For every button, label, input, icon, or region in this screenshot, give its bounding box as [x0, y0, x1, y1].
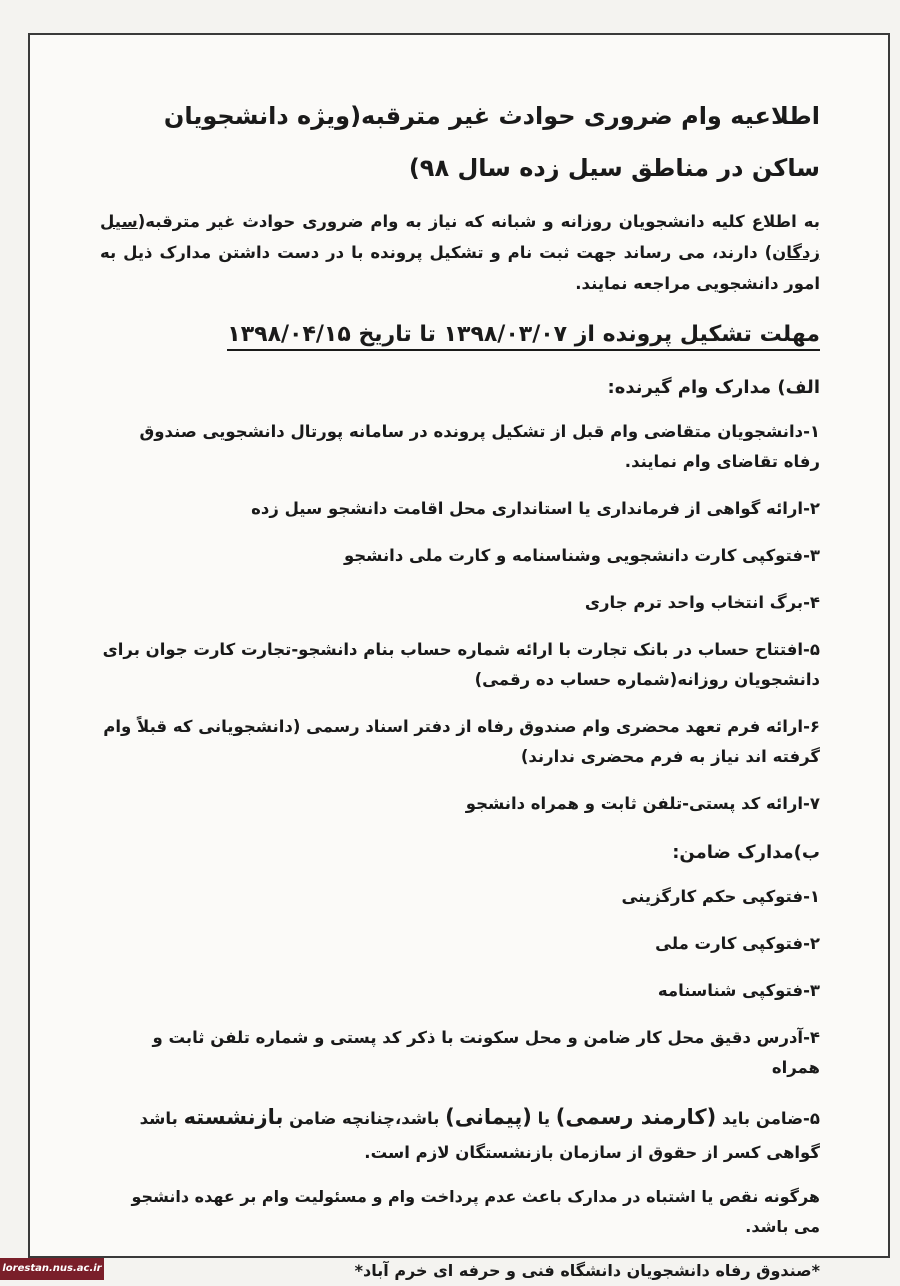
section-a-heading: الف) مدارک وام گیرنده:	[607, 377, 820, 398]
section-a-item-7: ۷-ارائه کد پستی-تلفن ثابت و همراه دانشجو	[465, 794, 820, 813]
footer-signature: *صندوق رفاه دانشجویان دانشگاه فنی و حرفه ای خرم آباد*	[354, 1261, 820, 1280]
section-b-item-5	[100, 1100, 820, 1170]
item5-retired: بازنشسته	[183, 1105, 284, 1129]
item5-text-1: ۵-ضامن باید	[716, 1109, 820, 1128]
section-b-item-1: ۱-فتوکپی حکم کارگزینی	[621, 887, 820, 906]
notice-title: اطلاعیه وام ضروری حوادث غیر مترقبه(ویژه دانشجویان ساکن در مناطق سیل زده سال ۹۸)	[163, 102, 820, 182]
section-b-item-2: ۲-فتوکپی کارت ملی	[655, 934, 820, 953]
section-a-item-3: ۳-فتوکپی کارت دانشجویی وشناسنامه و کارت ملی دانشجو	[343, 546, 820, 565]
deadline-text: مهلت تشکیل پرونده از ۱۳۹۸/۰۳/۰۷ تا تاریخ ۱۳۹۸/۰۴/۱۵	[227, 322, 820, 351]
intro-text-2: ) دارند، می رساند جهت ثبت نام و تشکیل پرونده با در دست داشتن مدارک ذیل به امور دانشجویی مراجعه نمایند.	[100, 243, 820, 293]
notice-intro	[100, 206, 820, 299]
item5-contract-employee: (پیمانی)	[445, 1105, 532, 1129]
footer-warning: هرگونه نقص یا اشتباه در مدارک باعث عدم پرداخت وام و مسئولیت وام بر عهده دانشجو می باشد.	[131, 1187, 820, 1236]
notice-content	[100, 90, 820, 1286]
item5-official-employee: (کارمند رسمی)	[555, 1105, 717, 1129]
intro-underlined: سیل زدگان	[100, 212, 820, 262]
section-a-item-4: ۴-برگ انتخاب واحد ترم جاری	[584, 593, 820, 612]
site-watermark: lorestan.nus.ac.ir	[0, 1258, 104, 1280]
item5-text-3: باشد،چنانچه ضامن	[283, 1109, 446, 1128]
section-b-heading: ب)مدارک ضامن:	[672, 842, 820, 863]
section-b-item-4: ۴-آدرس دقیق محل کار ضامن و محل سکونت با ذکر کد پستی و شماره تلفن ثابت و همراه	[152, 1028, 820, 1077]
section-a-item-5: ۵-افتتاح حساب در بانک تجارت با ارائه شماره حساب بنام دانشجو-تجارت کارت جوان برای دانشجویان روزانه(شماره حساب ده رقمی)	[102, 640, 820, 689]
item5-text-4: باشد گواهی کسر از حقوق از سازمان بازنشستگان لازم است.	[139, 1109, 820, 1162]
section-a-item-1: ۱-دانشجویان متقاضی وام قبل از تشکیل پرونده در سامانه پورتال دانشجویی صندوق رفاه تقاضای وام نمایند.	[139, 422, 820, 471]
deadline	[100, 315, 820, 355]
section-a-item-2: ۲-ارائه گواهی از فرمانداری یا استانداری محل اقامت دانشجو سیل زده	[251, 499, 820, 518]
section-a-item-6: ۶-ارائه فرم تعهد محضری وام صندوق رفاه از دفتر اسناد رسمی (دانشجویانی که قبلاً وام گرفته اند نیاز به فرم محضری ندارند)	[103, 717, 820, 766]
section-b-item-3: ۳-فتوکپی شناسنامه	[657, 981, 820, 1000]
item5-text-2: یا	[531, 1109, 556, 1128]
intro-text-1: به اطلاع کلیه دانشجویان روزانه و شبانه که نیاز به وام ضروری حوادث غیر مترقبه(	[137, 212, 820, 231]
